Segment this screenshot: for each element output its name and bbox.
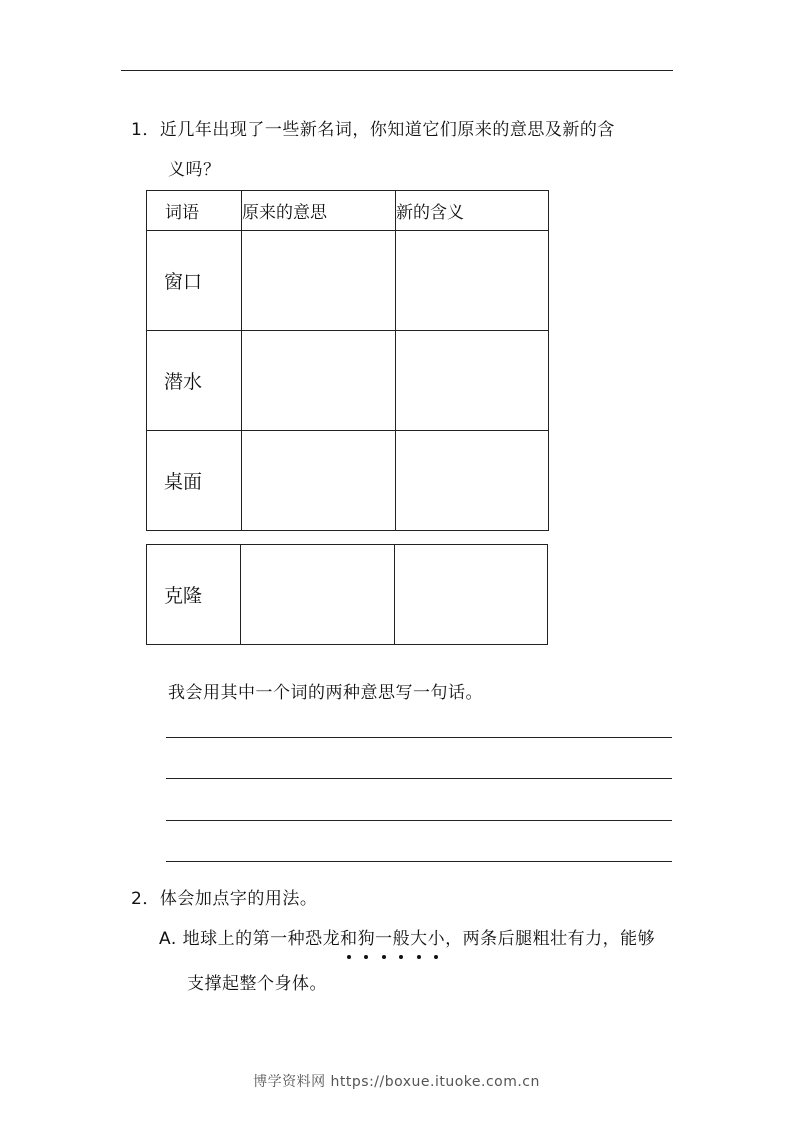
- dotted-char: 小: [428, 924, 446, 949]
- original-meaning-cell[interactable]: [242, 331, 396, 431]
- writing-line[interactable]: [166, 861, 672, 862]
- writing-line[interactable]: [166, 820, 672, 821]
- word-meaning-table: [146, 190, 549, 531]
- dotted-char: 狗: [358, 924, 376, 949]
- header-original-meaning: 原来的意思: [242, 191, 396, 231]
- original-meaning-cell[interactable]: [242, 231, 396, 331]
- original-meaning-cell[interactable]: [242, 431, 396, 531]
- word-cell: 窗口: [147, 231, 242, 331]
- new-meaning-cell[interactable]: [396, 431, 549, 531]
- dotted-char: 一: [375, 924, 393, 949]
- option-a-line-1: [159, 924, 655, 949]
- new-meaning-cell[interactable]: [396, 331, 549, 431]
- table-row: [147, 545, 548, 645]
- footer-watermark: 博学资料网 https://boxue.ituoke.com.cn: [253, 1074, 540, 1090]
- table-row: [147, 331, 549, 431]
- new-meaning-cell[interactable]: [395, 545, 548, 645]
- word-cell: 克隆: [147, 545, 241, 645]
- dotted-char: 和: [340, 924, 358, 949]
- header-word: 词语: [147, 191, 242, 231]
- word-cell: 潜水: [147, 331, 242, 431]
- table-row: [147, 231, 549, 331]
- header-rule: [121, 70, 673, 71]
- question-1-text-continued: 义吗？: [168, 160, 221, 180]
- dotted-char: 大: [410, 924, 428, 949]
- question-1-text: 1．近几年出现了一些新名词，你知道它们原来的意思及新的含: [131, 120, 615, 140]
- option-a-text-end: ，两条后腿粗壮有力，能够: [445, 929, 656, 949]
- option-a-text-start: A. 地球上的第一种恐龙: [159, 929, 341, 949]
- sentence-prompt: 我会用其中一个词的两种意思写一句话。: [168, 683, 483, 703]
- table-header-row: [147, 191, 549, 231]
- dotted-char: 般: [393, 924, 411, 949]
- writing-line[interactable]: [166, 778, 672, 779]
- header-new-meaning: 新的含义: [396, 191, 549, 231]
- new-meaning-cell[interactable]: [396, 231, 549, 331]
- table-row: [147, 431, 549, 531]
- word-cell: 桌面: [147, 431, 242, 531]
- writing-line[interactable]: [166, 737, 672, 738]
- original-meaning-cell[interactable]: [241, 545, 395, 645]
- question-2-title: 2．体会加点字的用法。: [131, 889, 318, 909]
- word-meaning-table-continued: [146, 544, 548, 645]
- option-a-line-2: 支撑起整个身体。: [187, 974, 327, 994]
